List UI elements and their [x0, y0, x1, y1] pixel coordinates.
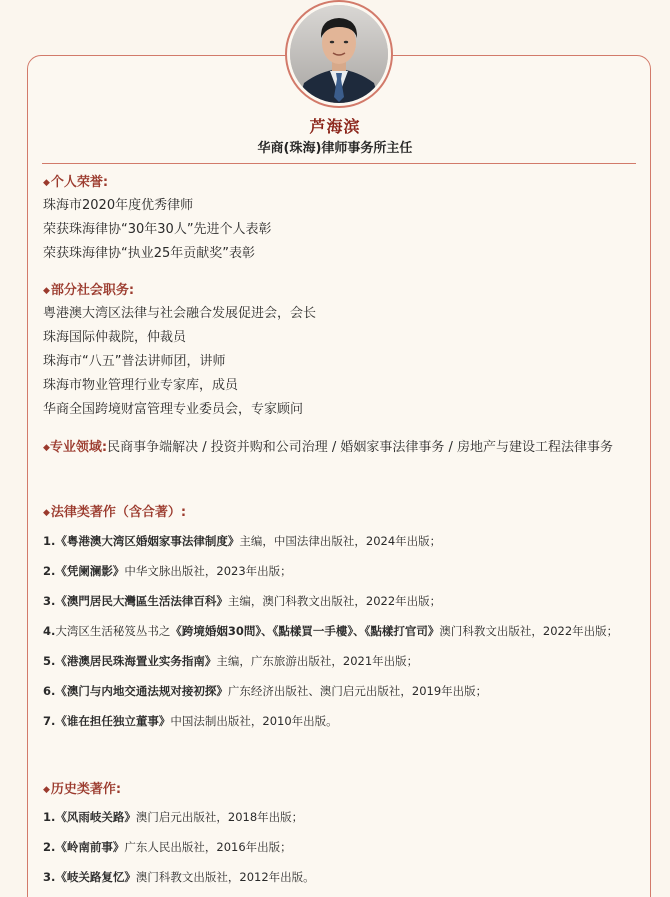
- diamond-icon: ◆: [43, 443, 50, 453]
- diamond-icon: ◆: [43, 178, 50, 188]
- position-item: 华商全国跨境财富管理专业委员会，专家顾问: [43, 402, 304, 417]
- legal-work-item: 3.《澳門居民大灣區生活法律百科》主编，澳门科教文出版社，2022年出版；: [43, 594, 442, 608]
- diamond-icon: ◆: [43, 286, 50, 296]
- honor-item: 荣获珠海律协“30年30人”先进个人表彰: [43, 222, 272, 237]
- diamond-icon: ◆: [43, 785, 50, 795]
- honors-heading: ◆个人荣誉:: [43, 175, 109, 190]
- positions-section: [43, 280, 633, 422]
- avatar-frame: [285, 0, 393, 108]
- history-works-heading: ◆历史类著作:: [43, 782, 122, 797]
- person-title: 华商(珠海)律师事务所主任: [257, 141, 413, 156]
- legal-work-item: 6.《澳门与内地交通法规对接初探》广东经济出版社、澳门启元出版社，2019年出版；: [43, 684, 488, 698]
- expertise-section: [43, 436, 633, 460]
- honor-item: 荣获珠海律协“执业25年贡献奖”表彰: [43, 246, 256, 261]
- diamond-icon: ◆: [43, 508, 50, 518]
- history-works-section: [43, 779, 633, 889]
- position-item: 珠海市“八五”普法讲师团，讲师: [43, 354, 226, 369]
- legal-work-item: 1.《粤港澳大湾区婚姻家事法律制度》主编，中国法律出版社，2024年出版；: [43, 534, 442, 548]
- history-work-item: 2.《岭南前事》广东人民出版社，2016年出版；: [43, 840, 292, 854]
- header-divider: [42, 163, 636, 164]
- honor-item: 珠海市2020年度优秀律师: [43, 198, 194, 213]
- position-item: 粤港澳大湾区法律与社会融合发展促进会，会长: [43, 306, 317, 321]
- legal-work-item: 4.大湾区生活秘笈丛书之《跨境婚姻30問》、《點樣買一手樓》、《點樣打官司》澳门科教文出版社，2022年出版；: [43, 624, 619, 638]
- position-item: 珠海市物业管理行业专家库，成员: [43, 378, 239, 393]
- legal-work-item: 2.《凭阑澜影》中华文脉出版社，2023年出版；: [43, 564, 292, 578]
- expertise-paragraph: [43, 436, 633, 460]
- history-work-item: 3.《岐关路复忆》澳门科教文出版社，2012年出版。: [43, 870, 315, 884]
- avatar: [290, 5, 388, 103]
- positions-heading: ◆部分社会职务:: [43, 283, 135, 298]
- person-name: 芦海滨: [309, 117, 361, 136]
- history-work-item: 1.《风雨岐关路》澳门启元出版社，2018年出版；: [43, 810, 304, 824]
- honors-section: [43, 172, 633, 266]
- expertise-text: 民商事争端解决 / 投资并购和公司治理 / 婚姻家事法律事务 / 房地产与建设工程法律事务: [107, 440, 614, 455]
- legal-works-heading: ◆法律类著作（含合著）:: [43, 505, 187, 520]
- portrait-photo: [290, 5, 388, 103]
- legal-works-section: [43, 502, 633, 733]
- expertise-heading: 专业领域:: [49, 440, 108, 455]
- legal-work-item: 5.《港澳居民珠海置业实务指南》主编，广东旅游出版社，2021年出版；: [43, 654, 419, 668]
- legal-work-item: 7.《谁在担任独立董事》中国法制出版社，2010年出版。: [43, 714, 338, 728]
- position-item: 珠海国际仲裁院，仲裁员: [43, 330, 187, 345]
